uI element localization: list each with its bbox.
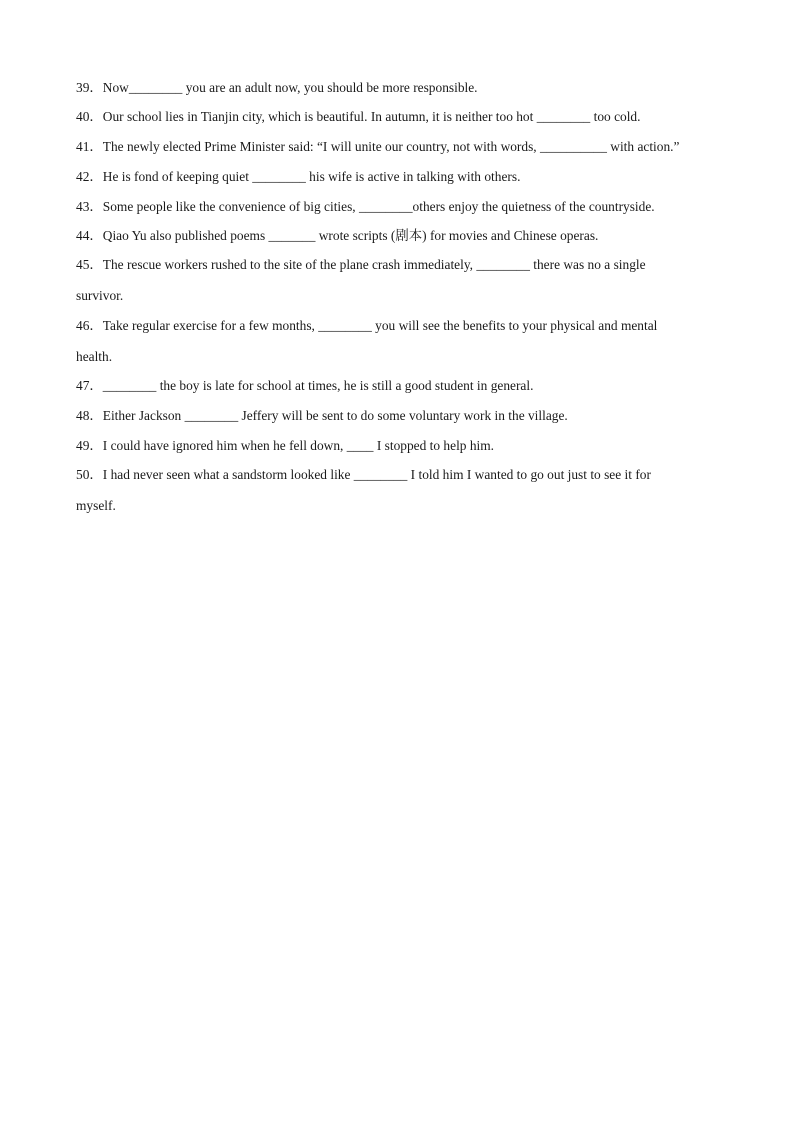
question-text: 39．Now________ you are an adult now, you should be more responsible. [76,80,478,95]
question-45 [76,249,726,311]
question-49 [76,430,726,461]
question-line: 45．The rescue workers rushed to the site of the plane crash immediately, ________ there was no a single [76,257,646,272]
question-47 [76,370,726,401]
question-text: 40．Our school lies in Tianjin city, which is beautiful. In autumn, it is neither too hot ________ too cold. [76,109,641,124]
question-43 [76,191,726,222]
question-46 [76,310,726,372]
question-line: 50．I had never seen what a sandstorm looked like ________ I told him I wanted to go out just to see it for [76,467,651,482]
question-text: 43．Some people like the convenience of big cities, ________others enjoy the quietness of the countryside. [76,199,655,214]
question-text: 49．I could have ignored him when he fell down, ____ I stopped to help him. [76,438,495,453]
question-48 [76,400,726,431]
question-50 [76,459,726,521]
question-44 [76,220,726,251]
question-41 [76,131,726,162]
question-line: 46．Take regular exercise for a few months, ________ you will see the benefits to your physical and mental [76,318,658,333]
question-text: 47．________ the boy is late for school at times, he is still a good student in general. [76,378,534,393]
question-42 [76,161,726,192]
question-line-continued: survivor. [76,288,124,303]
question-text: 44．Qiao Yu also published poems _______ wrote scripts (剧本) for movies and Chinese operas. [76,228,599,243]
question-text: 41．The newly elected Prime Minister said: “I will unite our country, not with words, __________ with action.” [76,139,680,154]
question-text: 48．Either Jackson ________ Jeffery will be sent to do some voluntary work in the village. [76,408,568,423]
question-line-continued: myself. [76,498,116,513]
question-line-continued: health. [76,349,113,364]
question-39 [76,72,726,103]
question-40 [76,101,726,132]
question-text: 42．He is fond of keeping quiet ________ his wife is active in talking with others. [76,169,521,184]
